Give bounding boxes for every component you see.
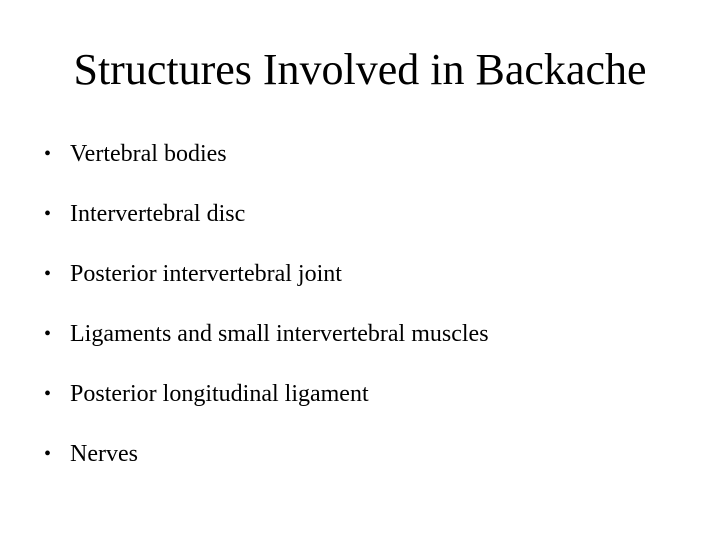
slide-title: Structures Involved in Backache <box>73 45 647 94</box>
bullet-item <box>44 304 489 364</box>
bullet-item <box>44 424 489 484</box>
bullet-icon: • <box>44 442 52 465</box>
bullet-text: Vertebral bodies <box>70 140 227 167</box>
bullet-icon: • <box>44 202 52 225</box>
bullet-icon: • <box>44 142 52 165</box>
bullet-item <box>44 124 489 184</box>
bullet-text: Posterior longitudinal ligament <box>70 380 369 407</box>
bullet-item <box>44 364 489 424</box>
bullet-text: Intervertebral disc <box>70 200 246 227</box>
bullet-text: Ligaments and small intervertebral muscles <box>70 320 489 347</box>
bullet-list <box>44 124 489 484</box>
bullet-item <box>44 244 489 304</box>
bullet-icon: • <box>44 262 52 285</box>
bullet-item <box>44 184 489 244</box>
bullet-text: Posterior intervertebral joint <box>70 260 342 287</box>
bullet-icon: • <box>44 382 52 405</box>
bullet-text: Nerves <box>70 440 138 467</box>
bullet-icon: • <box>44 322 52 345</box>
